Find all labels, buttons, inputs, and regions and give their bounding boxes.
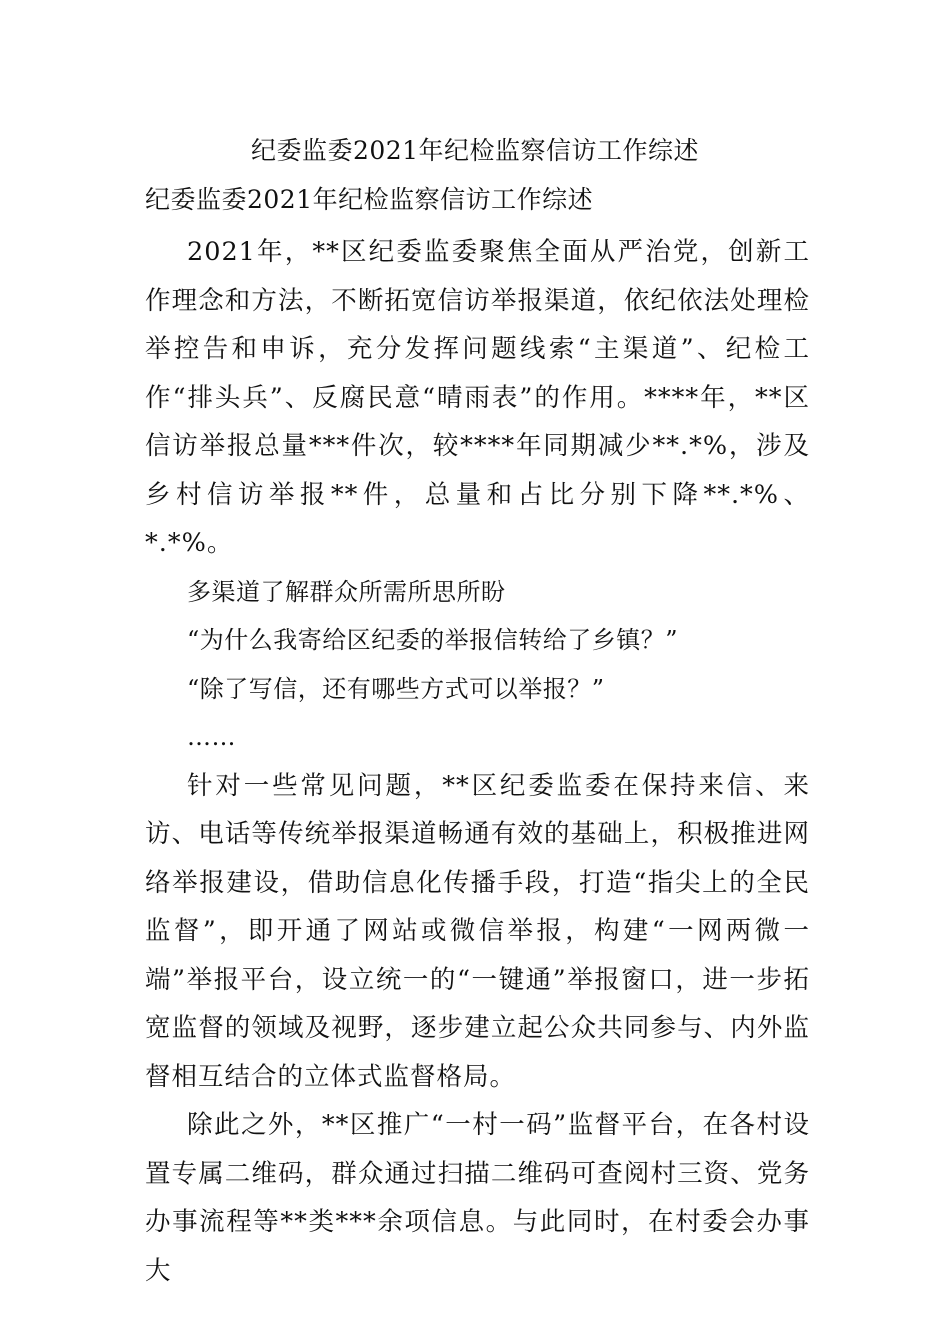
- quote-line-2: “除了写信，还有哪些方式可以举报？”: [187, 674, 605, 703]
- paragraph-qr-code: 除此之外，**区推广“一村一码”监督平台，在各村设置专属二维码，群众通过扫描二维码可查阅村三资、党务办事流程等**类***余项信息。与此同时，在村委会办事大: [145, 1110, 810, 1286]
- document-subtitle: 纪委监委2021年纪检监察信访工作综述: [145, 185, 594, 214]
- document-body: [145, 228, 810, 1295]
- paragraph-channels: 针对一些常见问题，**区纪委监委在保持来信、来访、电话等传统举报渠道畅通有效的基础上，积极推进网络举报建设，借助信息化传播手段，打造“指尖上的全民监督”，即开通了网站或微信举报，构建“一网两微一端”举报平台，设立统一的“一键通”举报窗口，进一步拓宽监督的领域及视野，逐步建立起公众共同参与、内外监督相互结合的立体式监督格局。: [145, 770, 810, 1092]
- paragraph-intro: 2021年，**区纪委监委聚焦全面从严治党，创新工作理念和方法，不断拓宽信访举报渠道，依纪依法处理检举控告和申诉，充分发挥问题线索“主渠道”、纪检工作“排头兵”、反腐民意“晴雨表”的作用。****年，**区信访举报总量***件次，较****年同期减少**.*%，涉及乡村信访举报**件，总量和占比分别下降**.*%、*.*%。: [145, 237, 810, 558]
- ellipsis-line: ……: [187, 723, 236, 751]
- section-heading: 多渠道了解群众所需所思所盼: [187, 577, 506, 606]
- document-title: 纪委监委2021年纪检监察信访工作综述: [250, 136, 700, 165]
- quote-line-1: “为什么我寄给区纪委的举报信转给了乡镇？”: [187, 626, 679, 654]
